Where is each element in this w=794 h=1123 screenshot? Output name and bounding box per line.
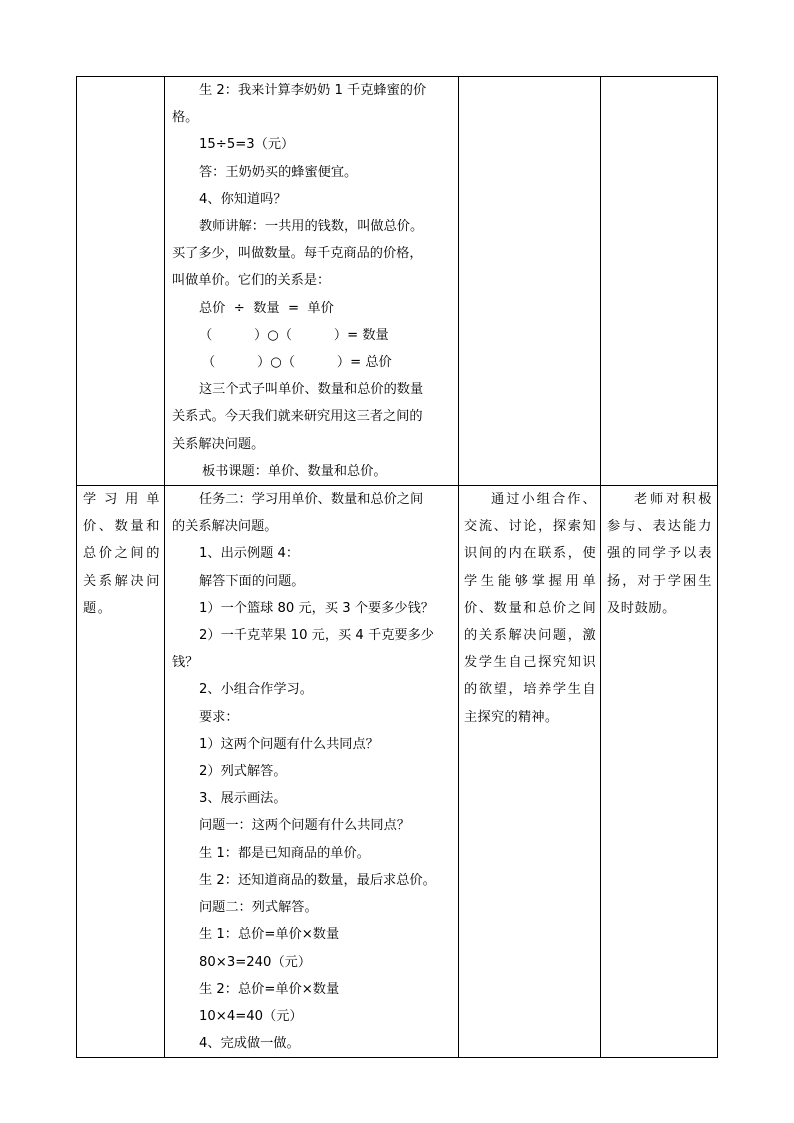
activity-line: 生 2：还知道商品的数量，最后求总价。 [199,872,436,888]
intent-text: 通过小组合作、交流、讨论，探索知识间的内在联系，使学生能够掌握用单价、数量和总价之间的关系解决问题，激发学生自己探究知识的欲望，培养学生自主探究的精神。 [464,492,596,725]
evaluation-text: 老师对积极参与、表达能力强的同学予以表扬，对于学困生及时鼓励。 [607,492,712,616]
activity-line: 10×4=40（元） [199,1008,303,1024]
activity-line: 3、展示画法。 [199,791,287,807]
lesson-plan-table [76,76,718,1058]
activity-line: 生 1：总价=单价×数量 [199,927,340,943]
activity-line: 4、你知道吗？ [199,191,287,207]
activity-line: 生 2：我来计算李奶奶 1 千克蜂蜜的价 [199,83,427,98]
activity-line: 1）一个篮球 80 元，买 3 个要多少钱？ [199,600,434,616]
activity-line: 解答下面的问题。 [199,573,305,589]
formula-blank-line: （ ）○（ ）= 总价 [202,355,392,371]
activity-line: 4、完成做一做。 [199,1036,300,1052]
task-text: 学习用单价、数量和总价之间的关系解决问题。 [83,492,161,616]
intent-cell [459,77,601,486]
activity-line: 这三个式子叫单价、数量和总价的数量 [199,382,424,398]
task-cell [77,77,165,486]
activity-line: 要求： [199,709,239,725]
activity-line: 生 1：都是已知商品的单价。 [199,845,370,861]
table-row [77,486,718,1058]
evaluation-cell [601,486,718,1058]
table-row [77,77,718,486]
activity-line: 80×3=240（元） [199,954,312,970]
intent-cell [459,486,601,1058]
activity-line: 2、小组合作学习。 [199,682,313,698]
task-cell [77,486,165,1058]
activity-line: 的关系解决问题。 [172,519,278,535]
evaluation-cell [601,77,718,486]
formula-blank-line: （ ）○（ ）= 数量 [199,327,389,343]
activity-line: 关系解决问题。 [172,436,265,452]
activity-line: 教师讲解：一共用的钱数，叫做总价。 [199,219,424,235]
activity-cell [165,486,459,1058]
activity-line: 问题二：列式解答。 [199,900,318,916]
activity-line: 2）列式解答。 [199,764,287,780]
formula-line: 总价 ÷ 数量 = 单价 [199,300,334,316]
board-title-line: 板书课题：单价、数量和总价。 [202,463,387,479]
activity-cell [165,77,459,486]
activity-line: 格。 [172,110,199,126]
activity-line: 叫做单价。它们的关系是： [172,273,331,289]
activity-line: 1）这两个问题有什么共同点？ [199,736,379,752]
activity-line: 钱？ [172,655,199,671]
activity-line: 生 2：总价=单价×数量 [199,981,340,997]
activity-line: 买了多少，叫做数量。每千克商品的价格， [172,246,423,262]
activity-line: 答：王奶奶买的蜂蜜便宜。 [199,164,358,180]
activity-line: 2）一千克苹果 10 元，买 4 千克要多少 [199,628,434,644]
activity-line: 关系式。今天我们就来研究用这三者之间的 [172,409,423,425]
activity-line: 任务二：学习用单价、数量和总价之间 [199,492,424,508]
activity-line: 问题一：这两个问题有什么共同点？ [199,818,410,834]
activity-line: 1、出示例题 4： [199,546,300,562]
activity-line: 15÷5=3（元） [199,137,295,153]
